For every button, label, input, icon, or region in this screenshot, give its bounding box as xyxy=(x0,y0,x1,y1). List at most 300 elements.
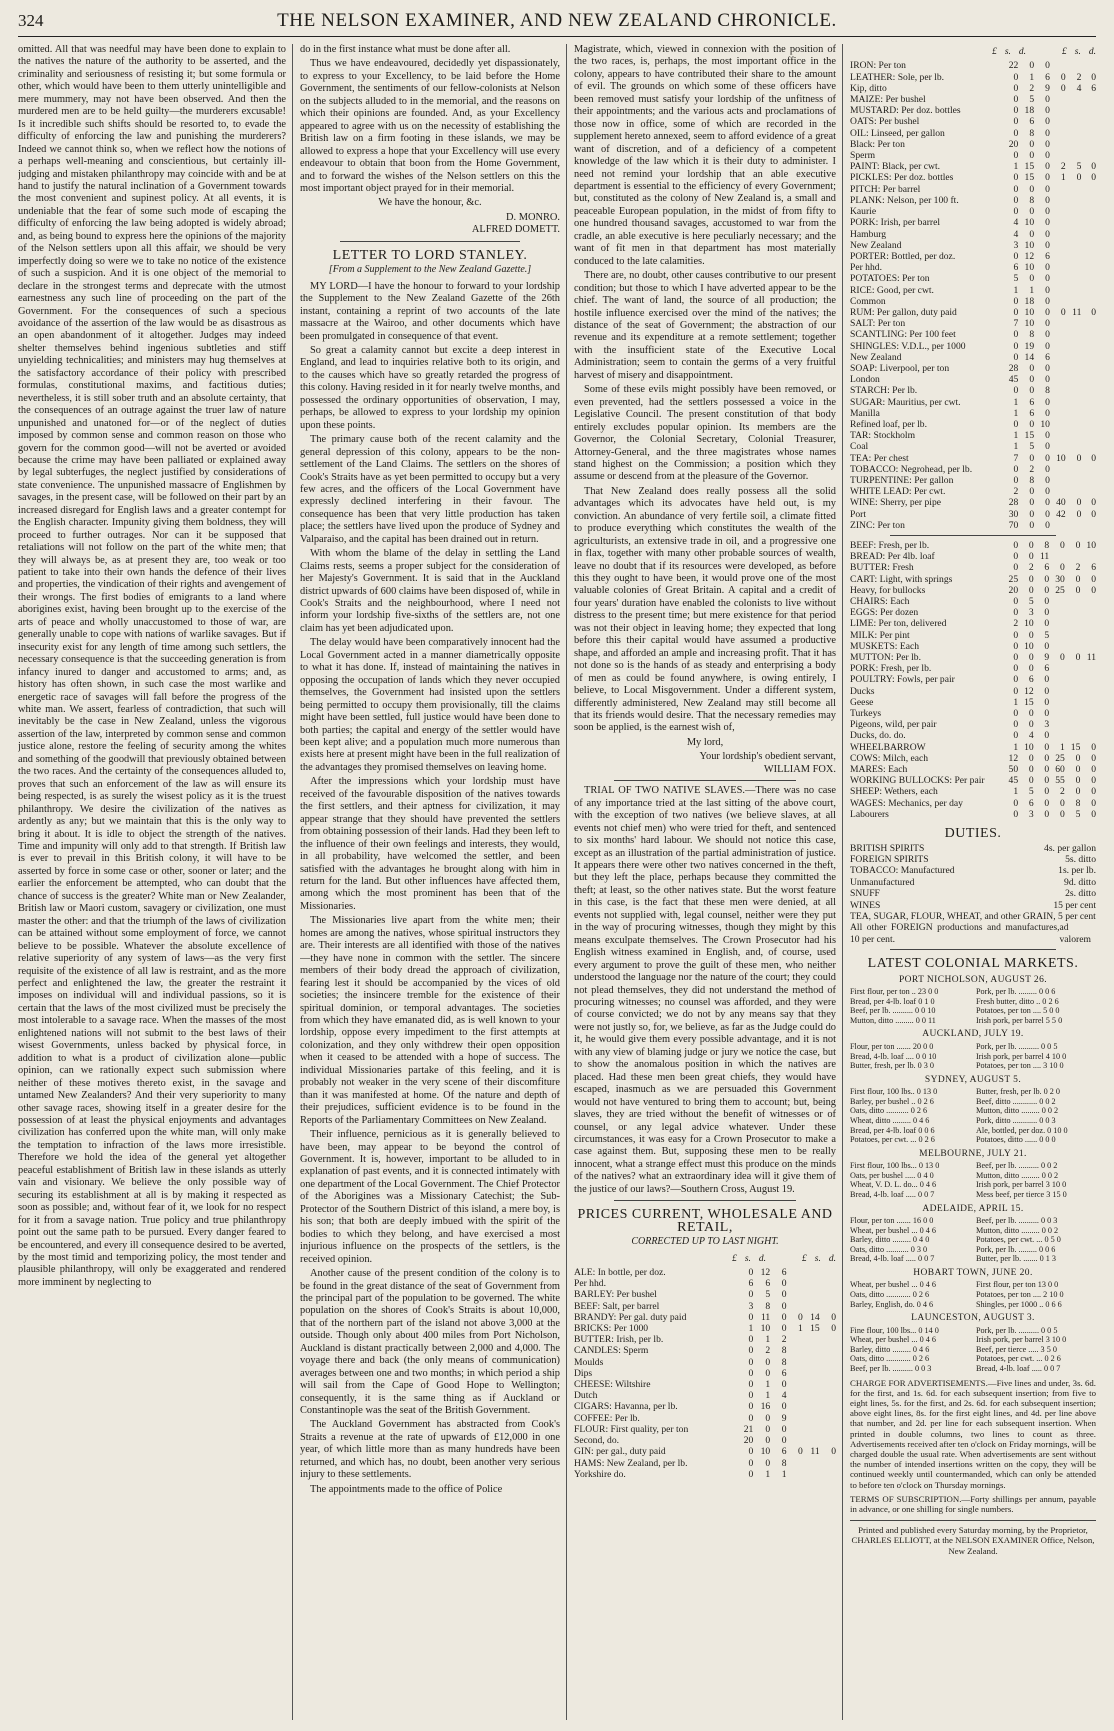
market-entry: Wheat, ditto ......... 0 4 6 xyxy=(850,1115,930,1125)
price-value: 0 xyxy=(1028,573,1034,585)
price-value: 0 xyxy=(765,1435,771,1447)
price-value: 0 xyxy=(1076,452,1082,464)
price-item: Dutch xyxy=(574,1390,598,1402)
price-item: Labourers xyxy=(850,808,889,820)
price-value: 4 xyxy=(1013,228,1019,240)
price-value: 8 xyxy=(1029,474,1035,486)
duty-rate: 1s. per lb. xyxy=(1058,865,1096,877)
price-value: 70 xyxy=(1008,519,1019,531)
trial-paragraph: TRIAL OF TWO NATIVE SLAVES.—There was no case of any importance tried at the last sitting of the above court, with the exception of two natives (we believe slaves, at all events not chief men) who were tried for theft, and sentenced to six months' hard labour. We should not notice this case, except as an illustration of the partial administration of justice. It appears there were other two natives concerned in the theft, but they left the place, perhaps because they committed the theft; at least, so the other natives state. But the worst feature in this case, is the fact that these men were denied, at all events not supplied with, legal counsel, neither were they put in the way of procuring witnesses, though they might by this means exculpate themselves. The Crown Prosecutor had his English witness examined in English, and, of course, used every argument to prove the guilt of these men, who neither understood the language nor the nature of the court; they could not plead themselves, they did not understand the method of procuring witnesses; no counsel was afforded, and they were of course convicted; we do not by any means say that they were not justly so, for, we believe, as far as the Judge could do it, he would give them every possible advantage, and it is not with any view of blaming judge or jury we notice the case, but to show the anomalous position in which the natives are placed. Had these men been great chiefs, they would have escaped, inasmuch as we are persuaded this Government would not have ventured to bring them to account; but, being slaves, they are tried without the benefit of witnesses or of counsel, or any legal advice whatever. Under these circumstances, it was easy for a Crown Prosecutor to make a case against them. But, supposing these men to be really innocent, what a strange effect must this produce on the minds of the natives? what an extraordinary idea will it give them of the justice of our laws?—Southern Cross, August 19. xyxy=(574,785,836,1195)
price-value: 0 xyxy=(1045,262,1050,274)
market-entry: Mutton, ditto ......... 0 0 2 xyxy=(976,1225,1059,1235)
price-item: Yorkshire do. xyxy=(574,1468,626,1480)
price-value: 0 xyxy=(1044,584,1050,596)
price-row xyxy=(850,730,1096,741)
section-divider xyxy=(890,949,1056,950)
price-value: 0 xyxy=(1029,206,1035,218)
price-value: 11 xyxy=(810,1446,820,1458)
price-value xyxy=(1080,596,1096,607)
price-row xyxy=(574,1345,836,1356)
price-value: 0 xyxy=(1075,786,1081,798)
price-value xyxy=(820,1267,836,1278)
market-place: PORT NICHOLSON, AUGUST 26. xyxy=(898,974,1048,985)
price-value: 0 xyxy=(1045,295,1050,307)
price-column-headers: £ s. d. £ s. d. xyxy=(732,1253,836,1264)
market-entry: Wheat, per bushel ... 0 4 6 xyxy=(850,1335,936,1345)
price-value xyxy=(1066,150,1082,161)
market-place: MELBOURNE, JULY 21. xyxy=(919,1148,1027,1159)
price-value xyxy=(1066,341,1082,352)
price-value: 0 xyxy=(748,1401,754,1413)
price-value: 0 xyxy=(1013,463,1019,475)
price-value xyxy=(1081,128,1096,139)
price-row xyxy=(850,128,1096,139)
price-value: 0 xyxy=(781,1401,787,1413)
price-value: 5 xyxy=(1044,629,1050,641)
market-grid xyxy=(850,987,1096,1025)
price-item: SHEEP: Wethers, each xyxy=(850,786,938,798)
market-entry: Potatoes, per ton .... 2 10 0 xyxy=(976,1290,1064,1299)
price-row xyxy=(574,1424,836,1435)
price-value xyxy=(787,1301,803,1312)
price-value: 0 xyxy=(1013,607,1019,619)
market-place: LAUNCESTON, AUGUST 3. xyxy=(911,1313,1035,1324)
price-row xyxy=(850,172,1096,183)
article-paragraph: do in the first instance what must be done after all. xyxy=(300,44,511,55)
price-value: 0 xyxy=(1045,519,1050,531)
price-value: 0 xyxy=(1045,508,1050,520)
price-row xyxy=(850,60,1096,71)
price-value: 0 xyxy=(1045,497,1050,509)
price-value: 0 xyxy=(1075,539,1081,551)
letter-paragraph: Their influence, pernicious as it is generally believed to have been, may appear to be beyond the control of Government. It is, however, important to be alluded to in explanation of past events, and it is connected intimately with one department of the Local Government. The Chief Protector of the Aborigines was a Missionary Catechist; the Sub-Protector of the Southern District of this island, a mere boy, is his son; that both are deeply imbued with the spirit of the bodies to which they belong, and have exercised a most injurious influence on the prospects of the settlers, is the received opinion. xyxy=(300,1129,560,1265)
price-value xyxy=(1049,607,1065,618)
price-value: 0 xyxy=(1013,797,1019,809)
price-value: 28 xyxy=(1008,497,1019,509)
price-value xyxy=(1050,150,1066,161)
price-value: 0 xyxy=(1029,228,1035,240)
price-item: BREAD: Per 4lb. loaf xyxy=(850,551,935,563)
price-item: OIL: Linseed, per gallon xyxy=(850,127,945,139)
price-value xyxy=(820,1345,836,1356)
price-value: 1 xyxy=(765,1334,771,1346)
price-value xyxy=(1050,273,1066,284)
price-value xyxy=(787,1435,803,1446)
price-value: 18 xyxy=(1024,105,1035,117)
letter-closing: Your lordship's obedient servant, xyxy=(699,751,836,763)
price-value xyxy=(1081,105,1096,116)
price-value: 10 xyxy=(1056,452,1066,464)
letter-paragraph: After the impressions which your lordship must have received of the favourable disposition of the natives towards the first settlers, and their aptness for civilization, it may appear strange that they should have prevented the settlers from obtaining possession of their lands. Had they been left to the influence of their own feelings and interests, they would, in all probability, have welcomed the settler, and been satisfied with the advantages he brought along with him in return for the land. But other influences have affected them, among which the most prominent has been that of the Missionaries. xyxy=(300,776,560,912)
price-row xyxy=(850,251,1096,262)
price-value xyxy=(1081,184,1096,195)
duty-row xyxy=(850,900,1096,911)
price-value: 0 xyxy=(1013,652,1019,664)
price-value: 2 xyxy=(1029,82,1035,94)
price-value: 0 xyxy=(1013,105,1019,117)
price-value: 0 xyxy=(1029,418,1035,430)
price-row xyxy=(850,195,1096,206)
price-value: 0 xyxy=(1028,584,1034,596)
price-value: 15 xyxy=(1024,430,1035,442)
price-item: Common xyxy=(850,295,886,307)
price-value: 0 xyxy=(765,1356,771,1368)
price-item: Per hhd. xyxy=(574,1278,606,1290)
price-value xyxy=(1049,708,1065,719)
price-row xyxy=(850,341,1096,352)
price-row xyxy=(574,1446,836,1457)
price-value: 0 xyxy=(1045,284,1050,296)
price-value: 0 xyxy=(1091,508,1096,520)
price-value: 1 xyxy=(1013,396,1019,408)
market-entry: Beef, per lb. .......... 0 0 2 xyxy=(976,1161,1058,1171)
price-row xyxy=(850,72,1096,83)
price-row xyxy=(850,562,1096,573)
market-entry: Barley, English, do. 0 4 6 xyxy=(850,1299,934,1309)
price-row xyxy=(850,509,1096,520)
price-value: 42 xyxy=(1056,508,1066,520)
price-value xyxy=(820,1413,836,1424)
price-value xyxy=(1081,385,1096,396)
price-value: 10 xyxy=(1024,318,1035,330)
price-row xyxy=(850,585,1096,596)
price-value xyxy=(1065,551,1081,562)
price-row xyxy=(850,574,1096,585)
price-value xyxy=(1065,607,1081,618)
section-divider xyxy=(614,780,796,781)
letter-paragraph: The delay would have been comparatively innocent had the Local Government acted in a manner diametrically opposite to what it has done. If, instead of maintaining the natives in opposing the occupation of lands which they never occupied themselves, the Government had insisted upon the settlers being permitted to occupy them provisionally, till the claims might have been settled, full justice would have been done to both parties; the capital and energy of the settler would have been kept alive; and a population much more numerous than exists here at present might have been in the full realization of the advantages they promised themselves on leaving home. xyxy=(300,637,560,773)
price-value: 11 xyxy=(1039,551,1050,563)
price-value: 0 xyxy=(781,1323,787,1335)
price-value: 0 xyxy=(781,1289,787,1301)
price-value: 0 xyxy=(1044,640,1050,652)
price-value: 0 xyxy=(1013,562,1019,574)
price-value: 0 xyxy=(1028,719,1034,731)
price-row xyxy=(574,1289,836,1300)
price-value: 1 xyxy=(1013,407,1019,419)
price-value xyxy=(1050,296,1066,307)
market-entry: Bread, 4-lb. loaf ..... 0 0 7 xyxy=(976,1364,1061,1374)
market-entry: Flour, per ton ....... 20 0 0 xyxy=(850,1041,934,1051)
price-value xyxy=(803,1458,820,1469)
price-row xyxy=(850,296,1096,307)
price-value: 0 xyxy=(1045,340,1050,352)
price-value xyxy=(820,1379,836,1390)
price-value xyxy=(1081,341,1096,352)
price-value xyxy=(1081,229,1096,240)
price-value xyxy=(1066,229,1082,240)
market-entry: Butter, fresh, per lb. 0 2 0 xyxy=(976,1087,1061,1097)
market-entry: Irish pork, per barrel 5 5 0 xyxy=(976,1015,1063,1025)
price-value: 0 xyxy=(1013,295,1019,307)
section-source: [From a Supplement to the New Zealand Gazette.] xyxy=(328,264,532,276)
price-value xyxy=(820,1401,836,1412)
price-value: 0 xyxy=(1013,708,1019,720)
price-value: 0 xyxy=(1044,685,1050,697)
price-value xyxy=(803,1401,820,1412)
price-value: 7 xyxy=(1013,452,1019,464)
price-value xyxy=(803,1435,820,1446)
market-entry: Bread, 4-lb. loaf ..... 0 0 7 xyxy=(850,1189,935,1199)
price-value xyxy=(1080,630,1096,641)
price-item: Refined loaf, per lb. xyxy=(850,418,927,430)
price-value: 0 xyxy=(1091,808,1096,820)
letter-paragraph: Some of these evils might possibly have been removed, or even prevented, had the settlers possessed a voice in the Legislative Council. The present constitution of that body entirely excludes popular opinion. Its members are the Governor, the Colonial Secretary, Colonial Treasurer, Attorney-General, and the three magistrates whose names stand highest on the Commission; a position which they assume or descend from at the pleasure of the Governor. xyxy=(574,384,836,483)
price-column-headers: £ s. d. £ s. d. xyxy=(992,47,1096,57)
price-value: 0 xyxy=(748,1345,754,1357)
price-value xyxy=(1081,195,1096,206)
price-row xyxy=(850,775,1096,786)
price-value xyxy=(820,1390,836,1401)
price-value: 0 xyxy=(1059,808,1065,820)
price-row xyxy=(850,139,1096,150)
price-row xyxy=(850,663,1096,674)
price-value: 0 xyxy=(1091,752,1096,764)
column-2 xyxy=(300,44,560,1720)
market-entry: Pork, per lb. ......... 0 0 6 xyxy=(976,1244,1056,1254)
price-item: MUSKETS: Each xyxy=(850,640,920,652)
price-value: 0 xyxy=(1060,71,1066,83)
price-value xyxy=(1050,128,1066,139)
price-value: 0 xyxy=(797,1311,803,1323)
price-row xyxy=(850,809,1096,820)
price-item: Hamburg xyxy=(850,228,887,240)
price-value: 0 xyxy=(1013,685,1019,697)
price-value: 0 xyxy=(1013,719,1019,731)
price-item: Sperm xyxy=(850,150,876,162)
price-value: 0 xyxy=(1045,138,1050,150)
market-entry: Wheat, per bushel ... 0 4 6 xyxy=(850,1225,936,1235)
price-value: 5 xyxy=(1028,786,1034,798)
market-entry: Shingles, per 1000 .. 0 6 6 xyxy=(976,1299,1062,1309)
price-value: 0 xyxy=(1045,194,1050,206)
price-value: 28 xyxy=(1008,362,1019,374)
price-value: 6 xyxy=(1091,562,1096,574)
price-value: 1 xyxy=(1013,161,1019,173)
price-item: PITCH: Per barrel xyxy=(850,183,921,195)
price-value: 0 xyxy=(1013,474,1019,486)
price-row xyxy=(574,1267,836,1278)
price-value: 0 xyxy=(765,1457,771,1469)
price-value: 0 xyxy=(1075,584,1081,596)
price-value: 45 xyxy=(1008,775,1019,787)
price-item: MUSTARD: Per doz. bottles xyxy=(850,105,961,117)
market-entry: Irish pork, per barrel 3 10 0 xyxy=(976,1180,1067,1190)
price-item: WORKING BULLOCKS: Per pair xyxy=(850,775,985,787)
signatory: D. MONRO. xyxy=(506,211,560,223)
price-row xyxy=(850,363,1096,374)
price-item: New Zealand xyxy=(850,239,902,251)
market-entry: Wheat, per bushel ... 0 4 6 xyxy=(850,1280,936,1290)
market-entry: Butter, per lb. ....... 0 1 3 xyxy=(976,1254,1056,1264)
duty-rate: 15 per cent xyxy=(1053,899,1096,911)
price-value xyxy=(1066,329,1082,340)
market-entry: Mutton, ditto ......... 0 0 2 xyxy=(976,1170,1059,1180)
price-row xyxy=(850,150,1096,161)
price-value xyxy=(787,1278,803,1289)
price-value xyxy=(1050,60,1066,71)
price-item: WINE: Sherry, per pipe xyxy=(850,497,942,509)
price-value: 0 xyxy=(748,1379,754,1391)
price-value xyxy=(1050,363,1066,374)
price-row xyxy=(850,540,1096,551)
price-value xyxy=(787,1379,803,1390)
price-value: 0 xyxy=(1013,629,1019,641)
price-value xyxy=(1066,296,1082,307)
market-entry: Beef, per lb. .......... 0 0 3 xyxy=(976,1215,1058,1225)
price-value: 0 xyxy=(781,1300,787,1312)
price-value: 5 xyxy=(1013,273,1019,285)
price-value xyxy=(1066,60,1082,71)
price-value: 0 xyxy=(748,1334,754,1346)
price-item: PORTER: Bottled, per doz. xyxy=(850,250,956,262)
price-value: 0 xyxy=(1045,486,1050,498)
price-value xyxy=(1065,674,1081,685)
price-value: 0 xyxy=(748,1457,754,1469)
price-value: 0 xyxy=(1013,306,1019,318)
price-item: New Zealand xyxy=(850,351,902,363)
price-row xyxy=(850,318,1096,329)
price-value: 11 xyxy=(760,1311,771,1323)
price-row xyxy=(850,116,1096,127)
price-value xyxy=(1066,240,1082,251)
price-value: 15 xyxy=(1024,161,1035,173)
market-entry: Barley, ditto ......... 0 4 6 xyxy=(850,1344,930,1354)
market-entry: Fresh butter, ditto .. 0 2 6 xyxy=(976,996,1059,1006)
market-grid xyxy=(850,1087,1096,1145)
market-entry: Pork, per lb. .......... 0 0 5 xyxy=(976,1325,1058,1335)
market-entry: Irish pork, per barrel 3 10 0 xyxy=(976,1335,1067,1345)
price-row xyxy=(850,441,1096,452)
price-row xyxy=(850,430,1096,441)
price-value: 1 xyxy=(1029,71,1035,83)
price-value: 30 xyxy=(1055,573,1065,585)
duty-item: All other FOREIGN productions and manufactures, 10 per cent. xyxy=(850,922,1060,945)
price-row xyxy=(850,262,1096,273)
price-value xyxy=(1066,475,1082,486)
price-value xyxy=(1049,719,1065,730)
price-value xyxy=(1081,139,1096,150)
price-value: 12 xyxy=(1024,250,1035,262)
price-value: 0 xyxy=(1075,652,1081,664)
price-value: 0 xyxy=(1044,696,1050,708)
price-value: 0 xyxy=(1045,441,1050,453)
price-value: 0 xyxy=(1060,82,1066,94)
price-value: 0 xyxy=(1029,486,1035,498)
price-value xyxy=(1065,730,1081,741)
price-value: 15 xyxy=(1070,741,1081,753)
price-value xyxy=(1050,385,1066,396)
market-grid xyxy=(850,1161,1096,1199)
price-value: 10 xyxy=(1024,217,1035,229)
price-value: 10 xyxy=(1024,640,1034,652)
price-value xyxy=(1050,374,1066,385)
price-value: 0 xyxy=(1013,329,1019,341)
market-entry: Flour, per ton ....... 16 0 0 xyxy=(850,1215,934,1225)
price-value: 6 xyxy=(765,1278,771,1290)
price-value: 0 xyxy=(1028,764,1034,776)
price-item: SHINGLES: V.D.L., per 1000 xyxy=(850,340,966,352)
price-row xyxy=(850,397,1096,408)
price-value: 1 xyxy=(1029,284,1035,296)
price-value xyxy=(803,1289,820,1300)
price-item: CANDLES: Sperm xyxy=(574,1345,649,1357)
price-value: 0 xyxy=(1091,161,1096,173)
price-value: 1 xyxy=(765,1468,771,1480)
price-value xyxy=(1081,60,1096,71)
price-value: 19 xyxy=(1024,340,1035,352)
price-value xyxy=(1066,105,1082,116)
price-value: 6 xyxy=(1013,262,1019,274)
price-row xyxy=(574,1435,836,1446)
price-value xyxy=(787,1424,803,1435)
price-value: 6 xyxy=(1044,663,1050,675)
letter-paragraph: There are, no doubt, other causes contributive to our present condition; but those to which I have adverted appear to be the chief. The want of land, the source of all production; the hostile influence exercised over the mind of the natives; the distance of the seat of Government; the abstraction of our revenue and its expenditure at a remote settlement; together with the insufficient state of the Executive Local Administration; seem to contain the germs of a very fruitful harvest of misery and disappointment. xyxy=(574,270,836,381)
price-row xyxy=(574,1401,836,1412)
price-value xyxy=(1065,630,1081,641)
price-row xyxy=(850,240,1096,251)
price-item: BEEF: Salt, per barrel xyxy=(574,1300,660,1312)
price-value: 0 xyxy=(831,1311,836,1323)
price-value: 0 xyxy=(1045,183,1050,195)
price-item: TAR: Stockholm xyxy=(850,430,916,442)
price-value: 0 xyxy=(1013,640,1019,652)
price-value xyxy=(1050,341,1066,352)
price-item: STARCH: Per lb. xyxy=(850,385,918,397)
price-value: 6 xyxy=(1044,562,1050,574)
price-value: 5 xyxy=(1075,808,1081,820)
letter-paragraph: MY LORD—I have the honour to forward to your lordship the Supplement to the New Zealand Gazette of the 26th instant, containing a reprint of two accounts of the late massacre at the Wairoo, and other documents which have been promulgated in consequence of that event. xyxy=(300,280,560,342)
price-item: Heavy, for bullocks xyxy=(850,584,926,596)
price-value: 16 xyxy=(760,1401,771,1413)
price-value xyxy=(803,1278,820,1289)
price-value: 1 xyxy=(765,1379,771,1391)
prices-subheading: CORRECTED UP TO LAST NIGHT. xyxy=(631,1236,779,1248)
price-item: CHAIRS: Each xyxy=(850,596,910,607)
price-item: Pigeons, wild, per pair xyxy=(850,719,937,731)
price-value: 6 xyxy=(1045,351,1050,363)
price-value: 0 xyxy=(765,1367,771,1379)
price-value: 11 xyxy=(1086,652,1096,664)
price-item: BARLEY: Per bushel xyxy=(574,1289,657,1301)
price-value: 0 xyxy=(1013,340,1019,352)
market-entry: Beef, per tierce ..... 3 5 0 xyxy=(976,1344,1057,1354)
duty-rate: 5s. ditto xyxy=(1065,853,1096,865)
price-value: 0 xyxy=(1075,752,1081,764)
price-item: PICKLES: Per doz. bottles xyxy=(850,172,954,184)
price-value xyxy=(1081,217,1096,228)
price-row xyxy=(574,1390,836,1401)
price-value xyxy=(1066,352,1082,363)
price-value xyxy=(1066,441,1082,452)
price-row xyxy=(850,686,1096,697)
price-value xyxy=(1065,697,1081,708)
price-value: 6 xyxy=(1045,250,1050,262)
market-entry: Mess beef, per tierce 3 15 0 xyxy=(976,1189,1067,1199)
price-value: 0 xyxy=(1029,60,1035,72)
price-value: 0 xyxy=(1045,116,1050,128)
price-value: 40 xyxy=(1056,497,1066,509)
price-value: 0 xyxy=(1045,374,1050,386)
price-row xyxy=(850,94,1096,105)
price-value xyxy=(1065,641,1081,652)
duty-item: BRITISH SPIRITS xyxy=(850,842,925,854)
price-value xyxy=(1049,618,1065,629)
duty-item: SNUFF xyxy=(850,888,880,900)
price-value: 0 xyxy=(1013,385,1019,397)
price-item: GIN: per gal., duty paid xyxy=(574,1446,666,1458)
market-entry: Oats, ditto ........... 0 2 6 xyxy=(850,1106,928,1116)
